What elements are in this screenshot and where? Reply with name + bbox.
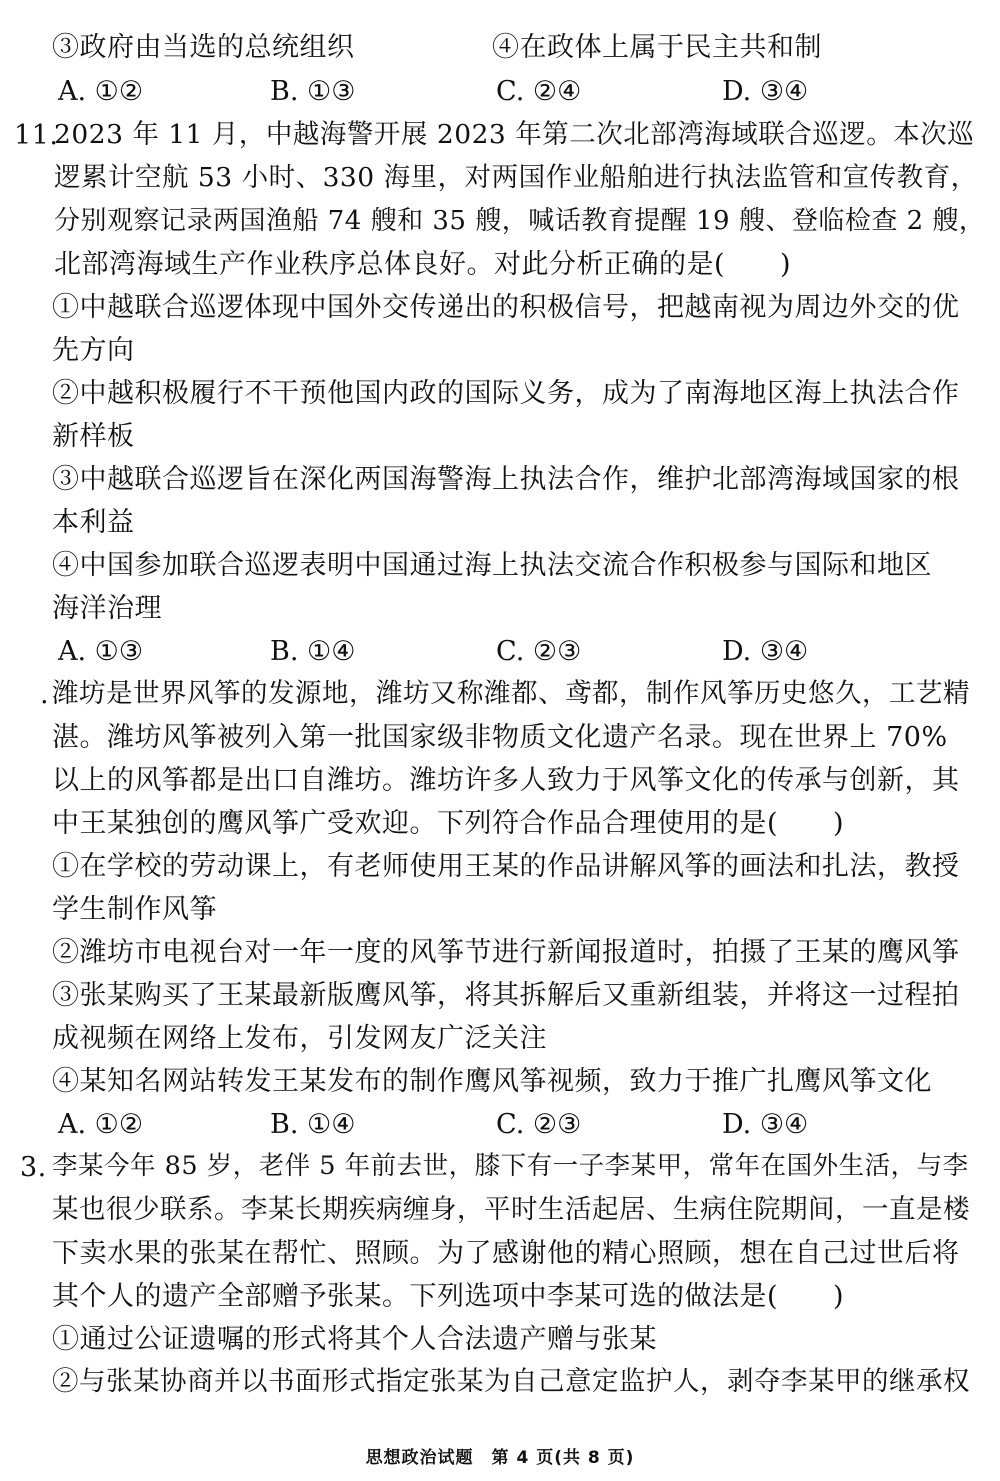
q11-item-3-line-1: ③中越联合巡逻旨在深化两国海警海上执法合作，维护北部湾海域国家的根 (52, 464, 960, 495)
q12-number: . (40, 679, 50, 710)
q11-option-d: D. ③④ (722, 636, 809, 667)
q13-item-1: ①通过公证遗嘱的形式将其个人合法遗产赠与张某 (52, 1324, 657, 1355)
q11-item-1-line-2: 先方向 (52, 335, 135, 366)
q12-option-c: C. ②③ (496, 1109, 582, 1140)
q10-option-b: B. ①③ (270, 76, 356, 107)
q12-item-1-line-1: ①在学校的劳动课上，有老师使用王某的作品讲解风筝的画法和扎法，教授 (52, 851, 960, 882)
q12-stem-line-4: 中王某独创的鹰风筝广受欢迎。下列符合作品合理使用的是( ) (52, 808, 845, 839)
q11-option-a: A. ①③ (58, 636, 144, 667)
q13-number: 3. (20, 1152, 47, 1183)
q11-stem-line-1: 2023 年 11 月，中越海警开展 2023 年第二次北部湾海域联合巡逻。本次巡 (54, 119, 975, 150)
q10-item-4: ④在政体上属于民主共和制 (492, 32, 822, 63)
q12-option-d: D. ③④ (722, 1109, 809, 1140)
page-footer: 思想政治试题 第 4 页(共 8 页) (365, 1448, 635, 1468)
q13-stem-line-2: 某也很少联系。李某长期疾病缠身，平时生活起居、生病住院期间，一直是楼 (52, 1194, 970, 1225)
q11-item-4-line-1: ④中国参加联合巡逻表明中国通过海上执法交流合作积极参与国际和地区 (52, 550, 932, 581)
q12-stem-line-3: 以上的风筝都是出口自潍坊。潍坊许多人致力于风筝文化的传承与创新，其 (52, 765, 960, 796)
q11-item-2-line-2: 新样板 (52, 421, 135, 452)
q13-item-2: ②与张某协商并以书面形式指定张某为自己意定监护人，剥夺李某甲的继承权 (52, 1366, 970, 1397)
q13-stem-line-1: 李某今年 85 岁，老伴 5 年前去世，膝下有一子李某甲，常年在国外生活，与李 (52, 1151, 969, 1181)
q11-option-b: B. ①④ (270, 636, 356, 667)
q12-option-a: A. ①② (58, 1109, 144, 1140)
q12-stem-line-1: 潍坊是世界风筝的发源地，潍坊又称潍都、鸢都，制作风筝历史悠久，工艺精 (52, 678, 970, 709)
q12-stem-line-2: 湛。潍坊风筝被列入第一批国家级非物质文化遗产名录。现在世界上 70% (52, 722, 948, 753)
q12-item-3-line-1: ③张某购买了王某最新版鹰风筝，将其拆解后又重新组装，并将这一过程拍 (52, 980, 960, 1011)
q10-option-d: D. ③④ (722, 76, 809, 107)
q11-number: 11. (14, 120, 59, 151)
q10-option-c: C. ②④ (496, 76, 582, 107)
q10-item-3: ③政府由当选的总统组织 (52, 32, 355, 63)
q11-stem-line-3: 分别观察记录两国渔船 74 艘和 35 艘，喊话教育提醒 19 艘、登临检查 2 艘， (54, 206, 986, 236)
q11-stem-line-2: 逻累计空航 53 小时、330 海里，对两国作业船舶进行执法监管和宣传教育， (54, 162, 978, 193)
q11-option-c: C. ②③ (496, 636, 582, 667)
q11-item-3-line-2: 本利益 (52, 507, 135, 538)
q11-stem-line-4: 北部湾海域生产作业秩序总体良好。对此分析正确的是( ) (54, 249, 792, 280)
q12-item-2: ②潍坊市电视台对一年一度的风筝节进行新闻报道时，拍摄了王某的鹰风筝 (52, 937, 960, 968)
q12-item-4: ④某知名网站转发王某发布的制作鹰风筝视频，致力于推广扎鹰风筝文化 (52, 1066, 932, 1097)
q13-stem-line-3: 下卖水果的张某在帮忙、照顾。为了感谢他的精心照顾，想在自己过世后将 (52, 1238, 960, 1269)
q11-item-1-line-1: ①中越联合巡逻体现中国外交传递出的积极信号，把越南视为周边外交的优 (52, 292, 960, 323)
q12-option-b: B. ①④ (270, 1109, 356, 1140)
q11-item-4-line-2: 海洋治理 (52, 593, 162, 624)
q13-stem-line-4: 其个人的遗产全部赠予张某。下列选项中李某可选的做法是( ) (52, 1281, 845, 1312)
q12-item-3-line-2: 成视频在网络上发布，引发网友广泛关注 (52, 1023, 547, 1054)
q12-item-1-line-2: 学生制作风筝 (52, 894, 217, 925)
q10-option-a: A. ①② (58, 76, 144, 107)
q11-item-2-line-1: ②中越积极履行不干预他国内政的国际义务，成为了南海地区海上执法合作 (52, 378, 960, 409)
